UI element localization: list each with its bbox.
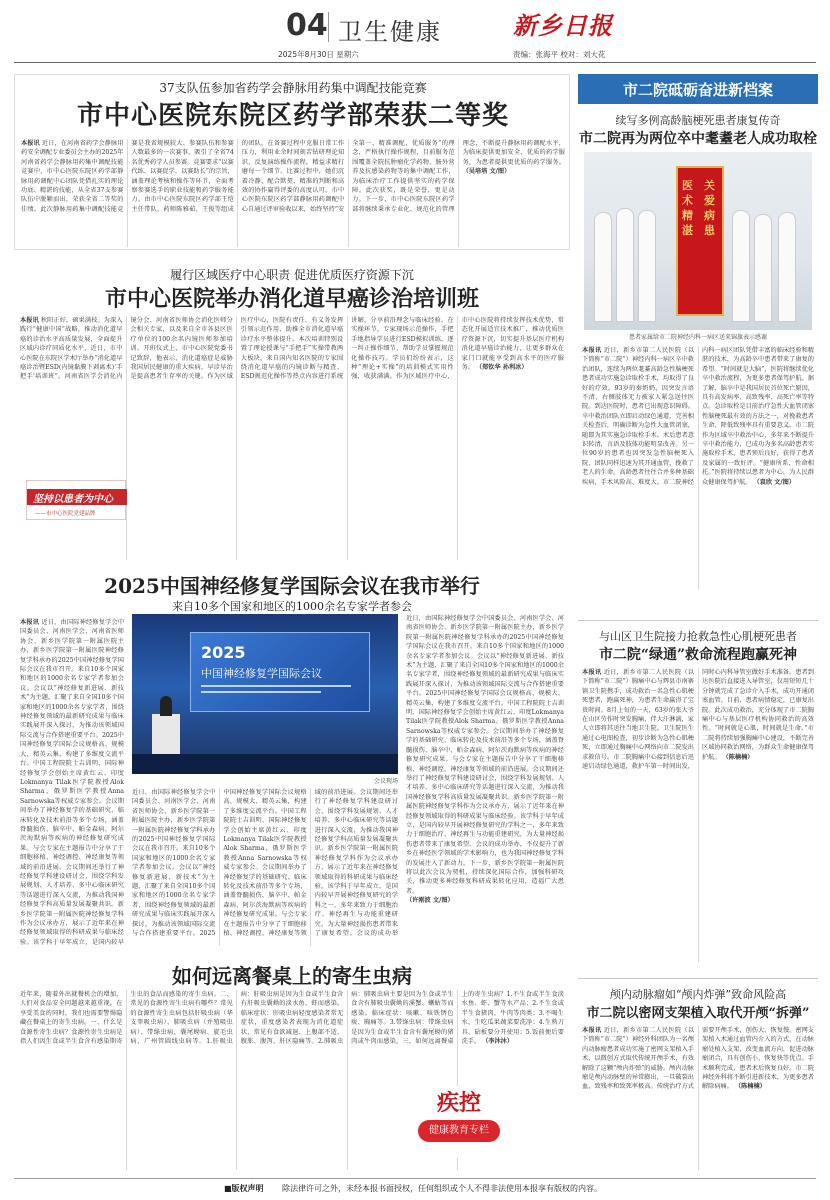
party-brand-banner [26, 480, 126, 520]
copyright-label: ■版权声明 [224, 1184, 264, 1193]
doctor-figure [594, 212, 612, 322]
banner-subtitle: ——市中心医院党建品牌 [35, 511, 96, 517]
article-byline: （许刚波 文/图） [406, 897, 454, 905]
editors-line: 责编：张海平 校对：刘大花 [513, 50, 606, 59]
kicker-aneurysm: 颅内动脉瘤如“颅内炸弹”致命风险高 [609, 988, 787, 1001]
photo-caption: 患者家属给市二院神经内科一病区送来锦旗表示感谢 [628, 334, 767, 341]
doctor-figure [754, 214, 772, 322]
column-title-bar [578, 74, 818, 104]
article-text: 近日，由国际神经修复学会中国委员会、河南医学会、河南省医师协会、新乡医学院第一附属医院主办，新乡医学院第一附属医院神经修复学科承办的2025中国神经修复学国际会议在我市召开。来自10多个国家和地区的1000余名专家学者参加会议。会议以“神经修复新进展、新技术”为主题，汇聚了来自全国10多个国家和地区的1000余名专家学者，围绕神经修复领域的最新研究成果与临床实践展开深入探讨，为推动该领域国际交流与合作搭建重要平台。2025中国神经修复学国际会议规格高、规模大、精英云集，构建了多维度交流平台。中国工程院院士吉训明、国际神经修复学会创始主席黄红云、印度Lokmanya Tilak医学院教授Alok Sharma、俄罗斯医学教授Anna Sarnowska等权威专家参会。会议期间举办了神经修复学的基础研究、临床转化及技术前沿等多个专场，涵盖脊髓损伤、脑卒中、帕金森病、阿尔茨海默病等疾病的神经修复研究成果。与会专家在主题报告中分享了干细胞移植、神经调控、神经康复等领域的前沿进展。会议期间还举行了神经修复学科建设研讨会，围绕学科发展规划、人才培养、多中心临床研究等话题进行深入交流，为推动我国神经修复学科高质量发展凝聚共识。新乡医学院第一附属医院神经修复学科作为会议承办方，展示了近年来在神经修复领域取得的科研成果与临床经验。该学科于早年成立，是国内较早开展神经修复研究的学科之一，多年来致力于细胞治疗、神经再生与功能重建研究，为大量神经损伤患者带来了康复希望。会议的成功举办，不仅提升了新乡在神经医学领域的学术影响力，也为我国神经修复学科的发展注入了新动力。下一步，新乡医学院第一附属医院将以此次会议为契机，持续深化国际合作，加强科研攻关，推动更多神经修复科研成果转化应用，造福广大患者。 [406, 615, 564, 895]
screen-line [201, 685, 351, 687]
article-body [582, 1026, 814, 1170]
article-lead: 本报讯 [582, 669, 602, 676]
stage-screen [190, 632, 370, 712]
article-text: 近日，新乡市第二人民医院（以下简称“市二院”）神经内科一病区卒中救治团队，连续为两位耄耋高龄急性脑梗死患者成功实施急诊取栓手术，均取得了良好的疗效。93岁的秦奶奶，因突发言语不清、右侧肢体无力被家人紧急送往医院。到达医院时，患者已出现意识障碍。卒中救治团队立即启动绿色通道，完善相关检查后，明确诊断为急性大血管闭塞，随即为其实施急诊取栓手术。术后患者意识转清，言语及肢体功能明显改善。另一位90岁的患者也因突发急性脑梗死入院，团队同样迅速为其开通血管，挽救了老人的生命。高龄患者往往合并多种基础疾病，手术风险高、难度大。市二院神经内科一病区团队凭借丰富的临床经验和精湛的技术，为高龄卒中患者带来了康复的希望。“时间就是大脑”，医院将继续优化卒中救治流程，为更多患者保驾护航。据了解，脑卒中是我国居民首位死亡原因，具有高发病率、高致残率、高死亡率等特点。急诊取栓是目前治疗急性大血管闭塞性脑梗死最有效的方法之一，对挽救患者生命、降低致残率具有重要意义。市二院作为区域卒中救治中心，多年来不断提升卒中救治能力，已成功为多名高龄患者实施取栓手术，患者预后良好，获得了患者及家属的一致好评。“健康所系，性命相托。”医院将持续以患者为中心，为人民群众健康保驾护航。 [582, 347, 814, 486]
header-rule [14, 62, 816, 63]
article-body [582, 668, 814, 962]
article-byline: （李沐沐） [482, 1038, 514, 1046]
article-byline: （郑钦华 孙利冰） [475, 364, 528, 372]
badge-subtitle: 健康教育专栏 [418, 1120, 500, 1142]
banner-presentation-photo [584, 152, 812, 330]
banner-text-left: 医术精湛 [682, 179, 693, 237]
cdc-column-badge [418, 1086, 500, 1158]
badge-title: 疾控 [436, 1090, 481, 1116]
masthead-logo: 新乡日报 [513, 11, 613, 40]
kicker-stroke-rescue: 续写多例高龄脑梗死患者康复传奇 [615, 114, 781, 127]
conference-photo [132, 614, 398, 774]
speaker-figure [160, 696, 172, 716]
banner-title: 坚持以患者为中心 [33, 494, 113, 505]
sidebar-column [578, 74, 818, 1172]
headline-heart-attack: 市二院“绿通”救命流程跑赢死神 [598, 647, 798, 663]
article-headline: 市中心医院举办消化道早癌诊治培训班 [104, 286, 479, 312]
article-headline: 市中心医院东院区药学部荣获二等奖 [76, 101, 509, 131]
section-divider [578, 978, 818, 979]
page-number: 04 [286, 8, 328, 43]
screen-line [201, 691, 321, 693]
article-body [20, 316, 564, 560]
banner-text-right: 关爱病患 [704, 179, 715, 237]
article-headline: 如何远离餐桌上的寄生虫病 [172, 964, 412, 988]
honor-banner [676, 166, 724, 316]
headline-aneurysm: 市二院以密网支架植入取代开颅“拆弹” [586, 1006, 810, 1021]
article-text: 近日，在河南省药学会静脉用药安全调配专业委员会主办的2025年河南省药学会静脉用药集中调配技能竞赛中，市中心医院东院区药学部静脉用药调配中心团队凭借扎实的理论功底、精湛的技能，从全省37支参赛队伍中脱颖而出，荣获全省二等奖的佳绩。此次静脉用药集中调配技能竞赛是我省规模较大、参赛队伍和参赛人数最多的一次赛事，吸引了全省74名优秀药学人员参赛。竞赛要求“以赛代练、以赛促学、以赛助长”的宗旨，涵盖理论考核和操作等环节，全面考察参赛选手的职业技能和药学服务能力。由市中心医院东院区药学部王恺主任带队，药师陈雅茹、王俊等组成的团队，在备赛过程中克服日常工作压力，利用业余时间刻苦钻研理论知识，反复演练操作流程，精益求精打磨每一个细节。比赛过程中，她们沉着冷静、配合默契，精准的判断和高效的协作赢得评委的高度认可。市中心医院东院区药学部静脉用药调配中心自通过评审验收以来，始终坚持“安全第一、精准调配、优质服务”的理念，严格执行操作规程，目前服务范围覆盖全院抗肿瘤化学药物、肠外营养及抗感染药物等的集中调配工作，为临床治疗工作提供坚实的药学保障。此次获奖，既是荣誉，更是动力。下一步，市中心医院东院区药学部将继续秉承专业化、规范化的管理理念，不断提升静脉用药调配水平，为临床提供更加安全、优质的药学服务，为患者提供更优质的药学服务。 [21, 140, 565, 213]
article-body-lower [132, 788, 398, 946]
screen-year: 2025 [201, 643, 246, 662]
headline-stroke-rescue: 市二院再为两位卒中耄耋老人成功取栓 [579, 131, 817, 147]
article-body [21, 139, 565, 247]
article-text: 近年来，随着外出就餐机会的增加，人们对食品安全问题越来越重视。在享受美食的同时，我们也需要警惕隐藏在餐桌上的寄生虫病。一、什么是食源性寄生虫病？食源性寄生虫病是指人们因生食或半生食含有感染期寄生虫的食品而感染的寄生虫病。二、常见的食源性寄生虫病有哪些？常见的食源性寄生虫病包括肝吸虫病（华支睾吸虫病）、肺吸虫病（并殖吸虫病）、带绦虫病、囊尾蚴病、旋毛虫病、广州管圆线虫病等。1.肝吸虫病：肝吸虫病是因为生食或半生食含有肝吸虫囊蚴的淡水鱼、虾而感染。临床症状：肝吸虫病轻度感染者常无症状，重度感染者表现为消化道症状，常见有食欲减退、上腹部不适、腹胀、腹泻、肝区隐痛等。2.肺吸虫病：肺吸虫病主要是因为生食或半生食含有肺吸虫囊蚴的溪蟹、蝲蛄等而感染。临床症状：咳嗽、咳铁锈色痰、胸痛等。3.带绦虫病：带绦虫病是因为生食或半生食含有囊尾蚴的猪肉或牛肉而感染。三、如何远离餐桌上的寄生虫病？1.不生食或半生食淡水鱼、虾、蟹等水产品；2.不生食或半生食猪肉、牛肉等肉类；3.不喝生水，生吃瓜果蔬菜要洗净；4.生熟刀具、砧板要分开使用；5.饭前便后要洗手。 [20, 991, 564, 1046]
issue-date: 2025年8月30日 星期六 [278, 50, 359, 59]
copyright-footer [14, 1178, 816, 1196]
section-divider [578, 620, 818, 621]
article-text: 秋阳正好，硕果满枝。为深入践行“健康中国”战略，推动消化道早癌的诊治水平高质量发展，全面提升区域内诊疗同质化水平，近日，市中心医院在东院区学术厅举办“消化道早癌诊治暨ESD(内镜黏膜下剥离术)‘手把手’培训班”。河南省医学会消化内镜分会、河南省医师协会消化医师分会相关专家，以及来自全市各县区医疗单位的100余名内镜医师参加培训。开班仪式上，市中心医院党委书记致辞，他表示，消化道癌症是威胁我国居民健康的重大疾病，早诊早治是提高患者生存率的关键。作为区域医疗中心，医院有责任、有义务发挥引领示范作用，助推全市消化道早癌诊疗水平整体提升。本次培训特别设置了理论授课与“手把手”实操带教两大板块。来自国内知名医院的专家围绕消化道早癌的内镜诊断与精查、ESD规范化操作等热点内容进行系统讲解，分享前沿理念与临床经验。在实操环节，专家现场示范操作，手把手地指导学员进行ESD模拟训练，逐一纠正操作细节，帮助学员掌握规范化操作技巧。学员们纷纷表示，这种“理论+实操”的培训模式实用性强，收获满满。作为区域医疗中心，市中心医院将持续发挥技术优势，常态化开展适宜技术推广，推动优质医疗资源下沉，切实提升基层医疗机构消化道早癌诊治能力，让更多群众在家门口就能享受到高水平的医疗服务。 [20, 317, 564, 381]
screen-title: 中国神经修复学国际会议 [201, 667, 322, 680]
article-lead: 本报讯 [20, 619, 40, 626]
article-lead: 本报讯 [20, 317, 39, 324]
article-endoscopy-training [14, 262, 570, 562]
article-byline: （吴培培 文/图） [462, 168, 511, 176]
photo-caption: 会议现场 [373, 778, 398, 785]
article-lead: 本报讯 [582, 347, 602, 354]
article-text: 近日，新乡市第二人民医院（以下简称“市二院”）神经外科团队为一名颅内动脉瘤患者成功实施了密网支架植入手术，以微创方式取代传统开颅手术，有效解除了这颗“颅内炸弹”的威胁。颅内动脉瘤是颅内动脉壁的异常膨出，一旦破裂出血，致残率和致死率极高。传统治疗方式需要开颅手术，创伤大、恢复慢。密网支架植入术通过血管内介入的方式，在动脉瘤处植入支架，改变血流方向，促进动脉瘤闭合，具有创伤小、恢复快等优点。手术顺利完成，患者术后恢复良好。市二院神经外科将不断引进新技术，为更多患者解除病痛。 [582, 1027, 814, 1091]
article-text: 近日，由国际神经修复学会中国委员会、河南医学会、河南省医师协会、新乡医学院第一附属医院主办，新乡医学院第一附属医院神经修复学科承办的2025中国神经修复学国际会议在我市召开。来自10多个国家和地区的1000余名专家学者参加会议。会议以“神经修复新进展、新技术”为主题，汇聚了来自全国10多个国家和地区的1000余名专家学者，围绕神经修复领域的最新研究成果与临床实践展开深入探讨，为推动该领域国际交流与合作搭建重要平台。2025中国神经修复学国际会议规格高、规模大、精英云集，构建了多维度交流平台。中国工程院院士吉训明、国际神经修复学会创始主席黄红云、印度Lokmanya Tilak医学院教授Alok Sharma、俄罗斯医学教授Anna Sarnowska等权威专家参会。会议期间举办了神经修复学的基础研究、临床转化及技术前沿等多个专场，涵盖脊髓损伤、脑卒中、帕金森病、阿尔茨海默病等疾病的神经修复研究成果。与会专家在主题报告中分享了干细胞移植、神经调控、神经康复等领域的前沿进展。会议期间还举行了神经修复学科建设研讨会，围绕学科发展规划、人才培养、多中心临床研究等话题进行深入交流，为推动我国神经修复学科高质量发展凝聚共识。新乡医学院第一附属医院神经修复学科作为会议承办方，展示了近年来在神经修复领域取得的科研成果与临床经验。该学科于早年成立，是国内较早 [20, 619, 124, 946]
article-lead: 本报讯 [582, 1027, 602, 1034]
article-body-left [20, 618, 124, 946]
article-lead: 本报讯 [21, 140, 40, 147]
article-body-right [406, 614, 564, 946]
article-byline: （陈楠楠） [722, 753, 754, 761]
article-headline: 2025中国神经修复学国际会议在我市举行 [104, 574, 480, 598]
article-neurorestoration-conference [14, 570, 570, 950]
section-title: 卫生健康 [338, 18, 442, 46]
copyright-text: 除法律许可之外，未经本报书面授权，任何组织或个人不得非法使用本报享有版权的内容。 [282, 1184, 602, 1193]
doctor-figure [732, 210, 750, 322]
article-text: 近日，由国际神经修复学会中国委员会、河南医学会、河南省医师协会、新乡医学院第一附属医院主办，新乡医学院第一附属医院神经修复学科承办的2025中国神经修复学国际会议在我市召开。来自10多个国家和地区的1000余名专家学者参加会议。会议以“神经修复新进展、新技术”为主题，汇聚了来自全国10多个国家和地区的1000余名专家学者，围绕神经修复领域的最新研究成果与临床实践展开深入探讨，为推动该领域国际交流与合作搭建重要平台。2025中国神经修复学国际会议规格高、规模大、精英云集，构建了多维度交流平台。中国工程院院士吉训明、国际神经修复学会创始主席黄红云、印度Lokmanya Tilak医学院教授Alok Sharma、俄罗斯医学教授Anna Sarnowska等权威专家参会。会议期间举办了神经修复学的基础研究、临床转化及技术前沿等多个专场，涵盖脊髓损伤、脑卒中、帕金森病、阿尔茨海默病等疾病的神经修复研究成果。与会专家在主题报告中分享了干细胞移植、神经调控、神经康复等领域的前沿进展。会议期间还举行了神经修复学科建设研讨会，围绕学科发展规划、人才培养、多中心临床研究等话题进行深入交流，为推动我国神经修复学科高质量发展凝聚共识。新乡医学院第一附属医院神经修复学科作为会议承办方，展示了近年来在神经修复领域取得的科研成果与临床经验。该学科于早年成立，是国内较早开展神经修复研究的学科之一，多年来致力于细胞治疗、神经再生与功能重建研究，为大量神经损伤患者带来了康复希望。会议的成功举 [132, 789, 398, 938]
doctor-figure [616, 208, 634, 322]
stage-floor [132, 754, 398, 774]
article-body [582, 346, 814, 590]
article-text: 近日，新乡市第二人民医院（以下简称“市二院”）胸痛中心与辉县市南寨镇卫生院携手，成功救治一名急性心肌梗死患者，跑赢死神，为患者生命赢得了宝贵时间。8月上旬的一天，63岁的张大爷在山区劳作时突发胸痛，伴大汗淋漓，家人立即将其送往当地卫生院。卫生院医生通过心电图检查，初步诊断为急性心肌梗死，立即通过胸痛中心网络向市二院发出求救信号。市二院胸痛中心接到信息后迅速启动绿色通道，救护车第一时间出发，同时心内科导管室做好手术准备。患者到达医院后直接进入导管室，仅用短短几十分钟就完成了急诊介入手术，成功开通闭塞血管。目前，患者病情稳定，已康复出院。此次成功救治，充分体现了市二院胸痛中心与基层医疗机构协同救治的高效性。“时间就是心肌，时间就是生命。”市二院将持续加强胸痛中心建设，不断完善区域协同救治网络，为群众生命健康保驾护航。 [582, 669, 814, 771]
article-kicker: 37支队伍参加省药学会静脉用药集中调配技能竞赛 [159, 81, 427, 95]
doctor-figure [638, 210, 656, 322]
column-title: 市二院砥砺奋进新档案 [622, 81, 773, 99]
article-subhead: 来自10多个国家和地区的1000余名专家学者参会 [172, 600, 412, 613]
article-byline: （陈楠楠） [734, 1083, 766, 1091]
page-header [0, 0, 830, 66]
kicker-heart-attack: 与山区卫生院接力抢救急性心肌梗死患者 [599, 630, 797, 643]
header-divider [328, 12, 329, 42]
article-byline: （袁欣 文/图） [753, 478, 796, 486]
doctor-figure [778, 212, 796, 322]
article-kicker: 履行区域医疗中心职责 促进优质医疗资源下沉 [170, 268, 414, 282]
article-pharmacy-award [14, 74, 570, 250]
article-parasite-health [14, 958, 570, 1172]
